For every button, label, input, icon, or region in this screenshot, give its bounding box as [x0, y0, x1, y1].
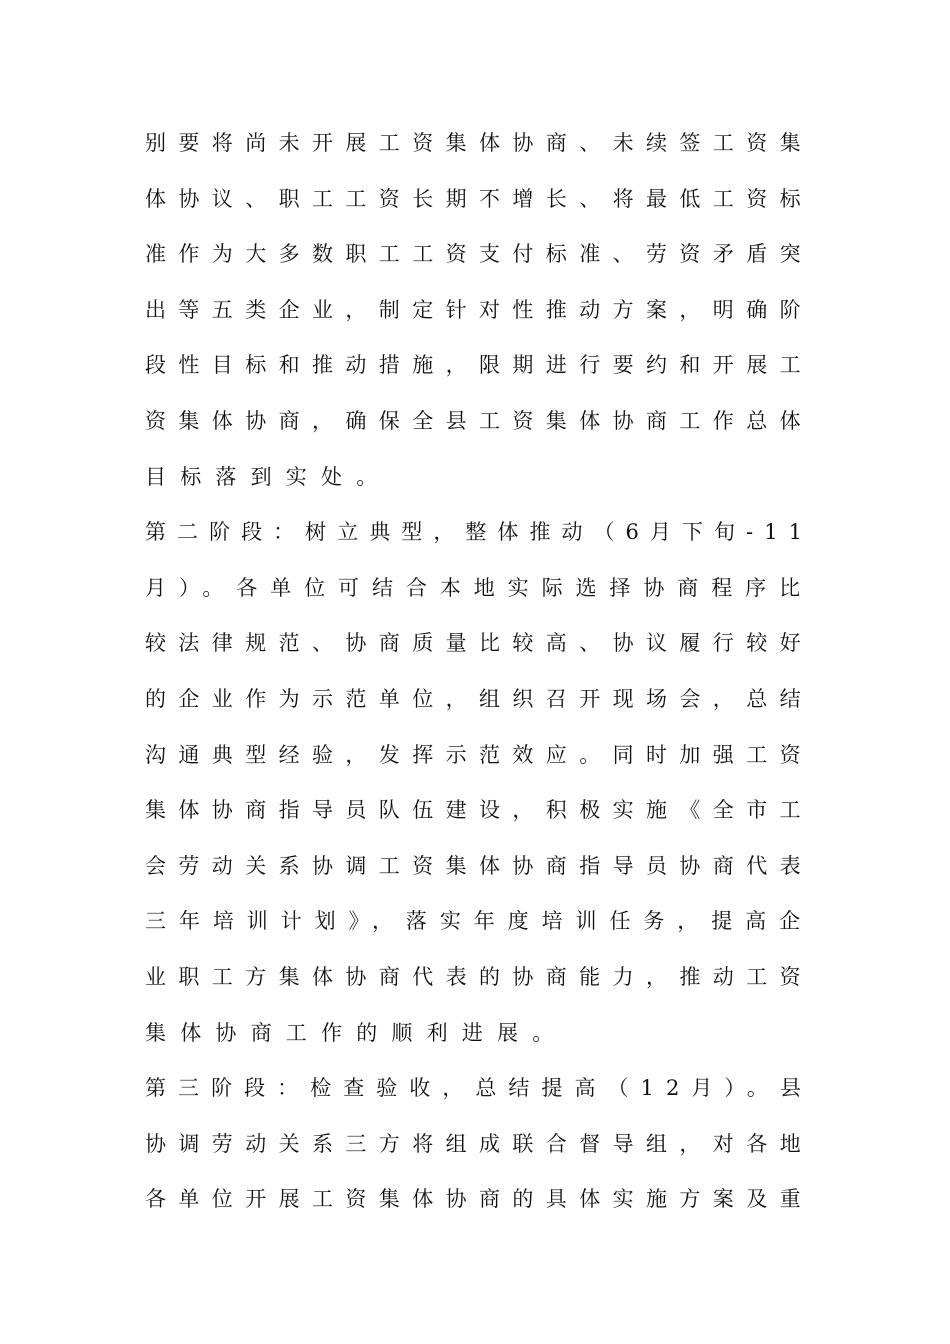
text-line-content: 各单位开展工资集体协商的具体实施方案及重 — [145, 1187, 813, 1212]
text-line — [145, 116, 813, 172]
text-line-content: 资集体协商，确保全县工资集体协商工作总体 — [145, 408, 813, 433]
body-text — [145, 116, 813, 1228]
text-line — [145, 172, 813, 228]
text-line — [145, 283, 813, 339]
text-line — [145, 728, 813, 784]
text-line-content: 三年培训计划》，落实年度培训任务，提高企 — [145, 909, 813, 934]
text-line-content: 集体协商指导员队伍建设，积极实施《全市工 — [145, 798, 813, 823]
text-line — [145, 894, 813, 950]
text-line-content: 别要将尚未开展工资集体协商、未续签工资集 — [145, 131, 813, 155]
text-line — [145, 839, 813, 895]
text-line — [145, 1172, 813, 1228]
text-line-content: 目标落到实处。 — [145, 464, 392, 489]
text-line — [145, 1006, 813, 1062]
text-line-content: 月）。各单位可结合本地实际选择协商程序比 — [145, 575, 813, 600]
text-line — [145, 783, 813, 839]
text-line — [145, 1061, 813, 1117]
text-line-content: 集体协商工作的顺利进展。 — [145, 1020, 568, 1045]
text-line — [145, 394, 813, 450]
text-line-content: 第二阶段：树立典型，整体推动（6月下旬-11 — [145, 520, 813, 545]
text-line — [145, 616, 813, 672]
text-line-content: 准作为大多数职工工资支付标准、劳资矛盾突 — [145, 242, 813, 267]
text-line-content: 体协议、职工工资长期不增长、将最低工资标 — [145, 186, 813, 211]
text-line-content: 段性目标和推动措施，限期进行要约和开展工 — [145, 353, 813, 378]
text-line — [145, 450, 813, 506]
text-line — [145, 338, 813, 394]
text-line — [145, 672, 813, 728]
text-line-content: 第三阶段：检查验收，总结提高（12月）。县 — [145, 1076, 813, 1101]
text-line — [145, 950, 813, 1006]
text-line-content: 较法律规范、协商质量比较高、协议履行较好 — [145, 631, 813, 656]
text-line — [145, 561, 813, 617]
text-line-content: 沟通典型经验，发挥示范效应。同时加强工资 — [145, 742, 813, 767]
text-line-content: 协调劳动关系三方将组成联合督导组，对各地 — [145, 1131, 813, 1156]
text-line — [145, 1117, 813, 1173]
text-line-content: 的企业作为示范单位，组织召开现场会，总结 — [145, 686, 813, 711]
text-line-content: 出等五类企业，制定针对性推动方案，明确阶 — [145, 297, 813, 322]
text-line-content: 会劳动关系协调工资集体协商指导员协商代表 — [145, 853, 813, 878]
text-line-content: 业职工方集体协商代表的协商能力，推动工资 — [145, 964, 813, 989]
text-line — [145, 227, 813, 283]
text-line — [145, 505, 813, 561]
